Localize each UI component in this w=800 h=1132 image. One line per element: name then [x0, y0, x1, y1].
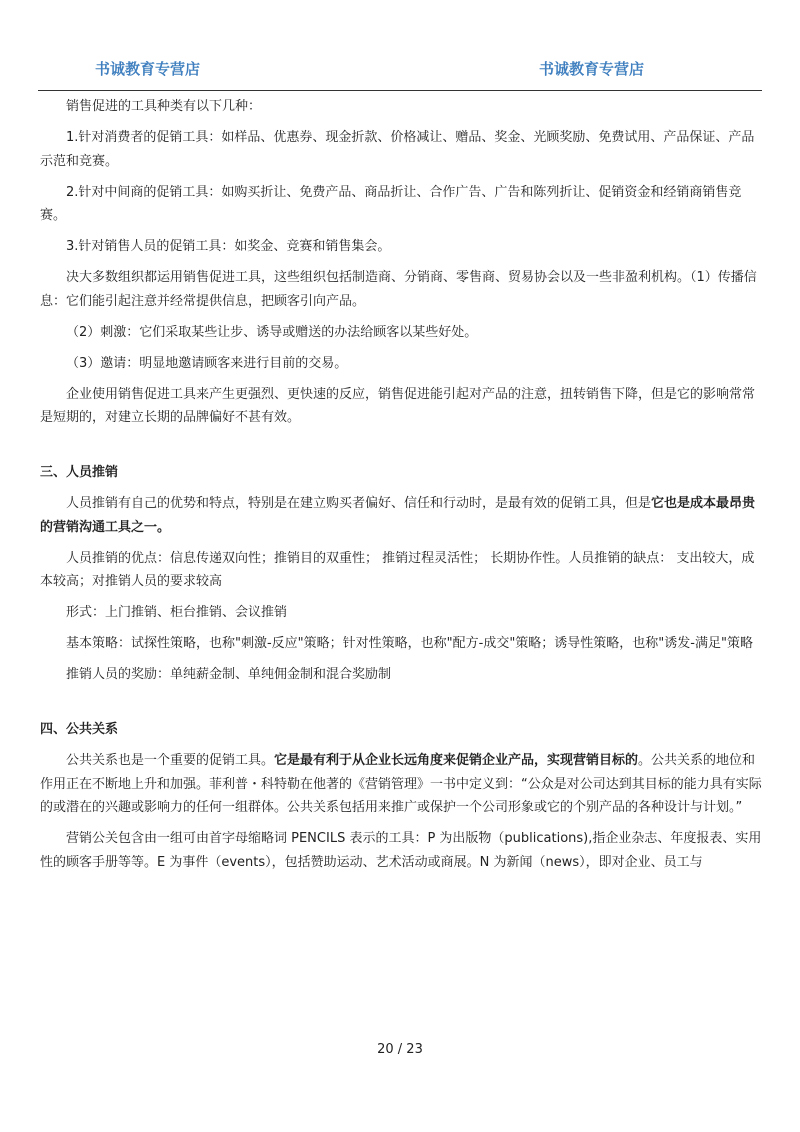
header-divider: [38, 90, 762, 91]
header-right-title: 书诚教育专营店: [539, 60, 645, 78]
bold-text: 它也是成本最昂贵的营销沟通工具之一。: [40, 496, 756, 535]
paragraph: 企业使用销售促进工具来产生更强烈、更快速的反应，销售促进能引起对产品的注意，扭转销售下降，但是它的影响常常是短期的，对建立长期的品牌偏好不甚有效。: [40, 386, 756, 425]
paragraph-text: 公共关系也是一个重要的促销工具。: [66, 753, 275, 768]
paragraph-text: 人员推销有自己的优势和特点，特别是在建立购买者偏好、信任和行动时，是最有效的促销工具，但是: [66, 496, 652, 511]
paragraph: 3.针对销售人员的促销工具：如奖金、竞赛和销售集会。: [66, 239, 391, 254]
paragraph: 推销人员的奖励：单纯薪金制、单纯佣金制和混合奖励制: [66, 667, 392, 682]
section-heading-personal-selling: 三、人员推销: [40, 465, 119, 480]
paragraph: （2）刺激：它们采取某些让步、诱导或赠送的办法给顾客以某些好处。: [66, 324, 478, 340]
page-number: 20 / 23: [377, 1042, 423, 1057]
page-header: [38, 54, 762, 88]
section-heading-public-relations: 四、公共关系: [40, 722, 119, 737]
paragraph: 人员推销的优点：信息传递双向性；推销目的双重性； 推销过程灵活性； 长期协作性。人员推销的缺点： 支出较大，成本较高；对推销人员的要求较高: [40, 550, 755, 589]
paragraph: 形式：上门推销、柜台推销、会议推销: [66, 605, 288, 620]
paragraph: 营销公关包含由一组可由首字母缩略词 PENCILS 表示的工具：P 为出版物（publications),指企业杂志、年度报表、实用性的顾客手册等等。E 为事件（events），包括赞助运动、艺术活动或商展。N 为新闻（news），即对企业、员工与: [40, 831, 762, 870]
paragraph: 销售促进的工具种类有以下几种：: [66, 99, 262, 114]
paragraph: 决大多数组织都运用销售促进工具，这些组织包括制造商、分销商、零售商、贸易协会以及一些非盈利机构。（1）传播信息：它们能引起注意并经常提供信息，把顾客引向产品。: [40, 270, 757, 309]
document-body: [40, 95, 766, 882]
header-left-title: 书诚教育专营店: [95, 60, 201, 78]
paragraph: 基本策略：试探性策略，也称"刺激-反应"策略；针对性策略，也称"配方-成交"策略；诱导性策略，也称"诱发-满足"策略: [66, 636, 753, 651]
bold-text: 它是最有利于从企业长远角度来促销企业产品，实现营销目标的: [274, 753, 639, 768]
paragraph: [40, 492, 766, 539]
paragraph: （3）邀请：明显地邀请顾客来进行目前的交易。: [66, 355, 348, 371]
paragraph: 1.针对消费者的促销工具：如样品、优惠券、现金折款、价格减让、赠品、奖金、光顾奖励、免费试用、产品保证、产品示范和竞赛。: [40, 130, 755, 169]
paragraph-text: 。公共关系的地位和作用正在不断地上升和加强。菲利普・科特勒在他著的《营销管理》一书中定义到：“公众是对公司达到其目标的能力具有实际的或潜在的兴趣或影响力的任何一组群体。公共关系包括用来推广或保护一个公司形象或它的个别产品的各种设计与计划。”: [40, 753, 762, 815]
paragraph: 2.针对中间商的促销工具：如购买折让、免费产品、商品折让、合作广告、广告和陈列折让、促销资金和经销商销售竞赛。: [40, 184, 742, 223]
paragraph: [40, 749, 766, 820]
